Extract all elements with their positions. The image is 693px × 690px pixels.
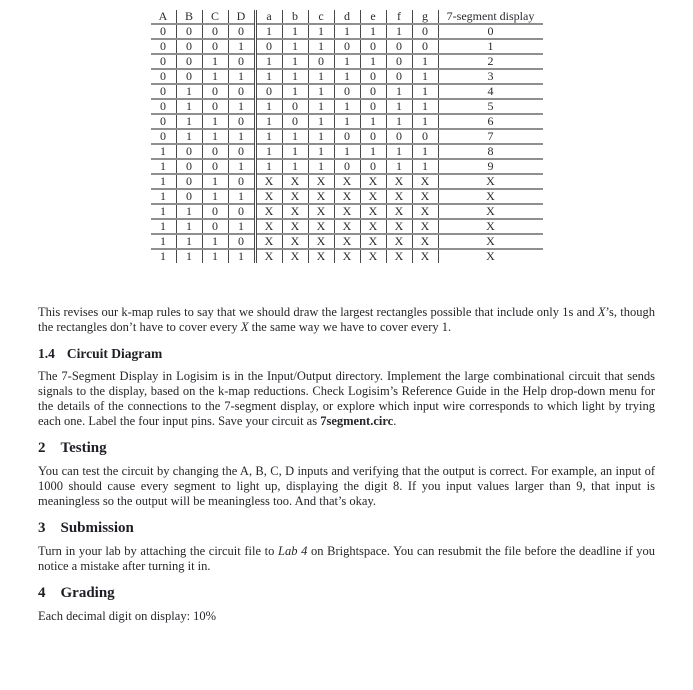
table-cell: 1 xyxy=(308,39,334,54)
table-cell: 0 xyxy=(151,99,177,114)
table-cell: 0 xyxy=(176,69,202,84)
table-cell: 1 xyxy=(412,84,438,99)
table-cell: X xyxy=(386,204,412,219)
column-header: D xyxy=(228,10,255,24)
table-cell: X xyxy=(255,249,282,263)
circuit-filename: 7segment.circ xyxy=(320,414,394,428)
table-cell: 1 xyxy=(412,144,438,159)
table-cell: 0 xyxy=(228,204,255,219)
seven-segment-truth-table xyxy=(151,10,543,263)
table-cell: 1 xyxy=(202,129,228,144)
table-cell: 4 xyxy=(438,84,543,99)
table-cell: 1 xyxy=(228,159,255,174)
table-cell: 0 xyxy=(255,84,282,99)
table-cell: 1 xyxy=(334,114,360,129)
table-row xyxy=(151,144,543,159)
column-header: c xyxy=(308,10,334,24)
table-cell: 0 xyxy=(386,129,412,144)
table-cell: X xyxy=(334,174,360,189)
subsection-title: Circuit Diagram xyxy=(66,346,163,361)
table-cell: 1 xyxy=(176,234,202,249)
table-cell: X xyxy=(412,234,438,249)
table-cell: 0 xyxy=(228,234,255,249)
table-cell: 1 xyxy=(412,69,438,84)
table-cell: 1 xyxy=(386,99,412,114)
table-row xyxy=(151,234,543,249)
section-number: 2 xyxy=(38,440,46,456)
table-cell: X xyxy=(255,234,282,249)
table-cell: 0 xyxy=(176,174,202,189)
table-cell: 0 xyxy=(412,39,438,54)
table-cell: 1 xyxy=(202,114,228,129)
table-cell: X xyxy=(255,189,282,204)
table-cell: 1 xyxy=(228,189,255,204)
table-cell: X xyxy=(360,249,386,263)
table-row xyxy=(151,204,543,219)
table-cell: X xyxy=(412,204,438,219)
table-cell: 1 xyxy=(386,84,412,99)
section-title: Submission xyxy=(60,520,134,536)
table-cell: 1 xyxy=(308,129,334,144)
table-cell: 0 xyxy=(360,84,386,99)
table-cell: 1 xyxy=(255,69,282,84)
table-cell: 1 xyxy=(360,144,386,159)
table-cell: 1 xyxy=(308,24,334,39)
table-cell: 0 xyxy=(176,144,202,159)
table-cell: 0 xyxy=(308,54,334,69)
section-title: Testing xyxy=(60,440,107,456)
table-cell: 1 xyxy=(282,24,308,39)
table-cell: 1 xyxy=(228,39,255,54)
table-cell: 0 xyxy=(151,69,177,84)
column-header: b xyxy=(282,10,308,24)
table-cell: 5 xyxy=(438,99,543,114)
table-cell: 7 xyxy=(438,129,543,144)
table-cell: X xyxy=(308,219,334,234)
table-cell: 1 xyxy=(255,54,282,69)
table-cell: 0 xyxy=(334,159,360,174)
table-row xyxy=(151,219,543,234)
table-cell: 1 xyxy=(255,129,282,144)
table-cell: 1 xyxy=(308,69,334,84)
table-cell: X xyxy=(438,234,543,249)
table-row xyxy=(151,84,543,99)
table-cell: 1 xyxy=(151,144,177,159)
table-cell: 1 xyxy=(151,174,177,189)
table-cell: 1 xyxy=(202,174,228,189)
table-cell: 1 xyxy=(176,84,202,99)
table-cell: 1 xyxy=(386,114,412,129)
table-row xyxy=(151,159,543,174)
table-cell: X xyxy=(255,219,282,234)
table-cell: X xyxy=(308,204,334,219)
table-cell: 1 xyxy=(412,99,438,114)
column-header: A xyxy=(151,10,177,24)
table-cell: 1 xyxy=(176,99,202,114)
table-cell: 1 xyxy=(228,129,255,144)
table-row xyxy=(151,39,543,54)
table-cell: X xyxy=(255,174,282,189)
table-cell: 0 xyxy=(202,204,228,219)
table-cell: 1 xyxy=(308,144,334,159)
table-cell: 0 xyxy=(282,114,308,129)
table-cell: 2 xyxy=(438,54,543,69)
table-cell: X xyxy=(438,219,543,234)
table-cell: 1 xyxy=(228,219,255,234)
table-cell: 1 xyxy=(202,69,228,84)
table-cell: 0 xyxy=(151,39,177,54)
submission-paragraph xyxy=(38,544,655,574)
table-cell: 0 xyxy=(151,84,177,99)
table-row xyxy=(151,174,543,189)
table-cell: X xyxy=(282,189,308,204)
table-cell: 1 xyxy=(176,129,202,144)
math-var-x: X xyxy=(597,305,606,319)
table-cell: 1 xyxy=(386,24,412,39)
table-cell: 1 xyxy=(282,84,308,99)
table-cell: X xyxy=(360,189,386,204)
table-cell: X xyxy=(412,249,438,263)
table-cell: 1 xyxy=(282,144,308,159)
table-cell: 0 xyxy=(334,84,360,99)
table-cell: 1 xyxy=(282,159,308,174)
intro-paragraph xyxy=(38,305,655,335)
table-cell: 0 xyxy=(386,39,412,54)
table-cell: X xyxy=(334,234,360,249)
table-cell: 1 xyxy=(202,189,228,204)
table-cell: X xyxy=(412,189,438,204)
table-row xyxy=(151,54,543,69)
circuit-text-2: . xyxy=(393,414,397,428)
table-cell: 1 xyxy=(412,114,438,129)
column-header: B xyxy=(176,10,202,24)
table-cell: 0 xyxy=(282,99,308,114)
table-cell: 0 xyxy=(202,159,228,174)
table-cell: 1 xyxy=(386,144,412,159)
section-title: Grading xyxy=(60,585,115,601)
table-cell: X xyxy=(360,234,386,249)
table-cell: 6 xyxy=(438,114,543,129)
table-cell: 1 xyxy=(151,189,177,204)
table-cell: 1 xyxy=(360,24,386,39)
table-cell: 1 xyxy=(151,159,177,174)
table-cell: X xyxy=(255,204,282,219)
table-cell: 1 xyxy=(151,219,177,234)
table-cell: X xyxy=(360,219,386,234)
table-cell: 1 xyxy=(334,69,360,84)
table-cell: 1 xyxy=(160,249,166,263)
truth-table-header-row xyxy=(151,10,543,24)
table-cell: 1 xyxy=(308,99,334,114)
table-cell: 0 xyxy=(228,84,255,99)
lab4-reference: Lab 4 xyxy=(278,544,308,558)
table-row xyxy=(151,249,543,263)
table-cell: 0 xyxy=(386,69,412,84)
table-row xyxy=(151,189,543,204)
column-header: g xyxy=(412,10,438,24)
table-cell: 1 xyxy=(386,159,412,174)
table-cell: 0 xyxy=(228,54,255,69)
table-cell: 0 xyxy=(386,54,412,69)
table-cell: 1 xyxy=(334,144,360,159)
table-cell: 0 xyxy=(202,99,228,114)
table-cell: 1 xyxy=(360,54,386,69)
table-cell: X xyxy=(438,174,543,189)
table-cell: X xyxy=(282,234,308,249)
circuit-diagram-paragraph xyxy=(38,369,655,429)
table-cell: 0 xyxy=(202,39,228,54)
grading-paragraph: Each decimal digit on display: 10% xyxy=(38,609,217,623)
table-cell: 0 xyxy=(412,129,438,144)
table-cell: 1 xyxy=(202,234,228,249)
table-cell: 1 xyxy=(412,159,438,174)
column-header: a xyxy=(255,10,282,24)
table-cell: 1 xyxy=(282,69,308,84)
table-cell: X xyxy=(386,219,412,234)
table-cell: X xyxy=(282,249,308,263)
table-cell: 1 xyxy=(308,84,334,99)
table-cell: 1 xyxy=(255,99,282,114)
truth-table-body xyxy=(151,24,543,263)
table-cell: 0 xyxy=(176,159,202,174)
column-header: C xyxy=(202,10,228,24)
table-cell: 0 xyxy=(412,24,438,39)
table-cell: 1 xyxy=(282,39,308,54)
table-row xyxy=(151,129,543,144)
table-cell: 0 xyxy=(360,99,386,114)
table-cell: 1 xyxy=(151,204,177,219)
table-cell: 0 xyxy=(176,54,202,69)
table-cell: 0 xyxy=(151,24,177,39)
table-cell: X xyxy=(334,204,360,219)
table-cell: X xyxy=(308,189,334,204)
submission-text-1: Turn in your lab by attaching the circuit file to xyxy=(38,544,278,558)
table-cell: 9 xyxy=(438,159,543,174)
table-cell: 0 xyxy=(228,174,255,189)
submission-text-2: on Brightspace. You can resubmit the file before the deadline if you notice a mistake after turning it in. xyxy=(38,544,656,573)
table-cell: 1 xyxy=(202,54,228,69)
table-cell: 0 xyxy=(334,39,360,54)
table-cell: X xyxy=(386,249,412,263)
column-header: 7-segment display xyxy=(438,10,543,24)
table-row xyxy=(151,24,543,39)
table-cell: 1 xyxy=(255,114,282,129)
table-cell: X xyxy=(308,234,334,249)
table-cell: X xyxy=(386,189,412,204)
table-cell: X xyxy=(282,219,308,234)
table-cell: 1 xyxy=(255,159,282,174)
section-number: 4 xyxy=(38,585,46,601)
table-cell: 1 xyxy=(334,54,360,69)
table-cell: X xyxy=(360,204,386,219)
column-header: e xyxy=(360,10,386,24)
table-cell: 1 xyxy=(412,54,438,69)
table-cell: 0 xyxy=(228,114,255,129)
table-cell: X xyxy=(308,249,334,263)
table-row xyxy=(151,69,543,84)
testing-paragraph: You can test the circuit by changing the A, B, C, D inputs and verifying that the output is correct. For example, an input of 1000 should cause every segment to light up, displaying the digit 8. If you input values larger than 9, that input is meaningless so the output will be meaningless too. And that’s okay. xyxy=(38,464,655,508)
table-cell: 0 xyxy=(202,144,228,159)
table-cell: 0 xyxy=(360,159,386,174)
intro-text-3: the same way we have to cover every 1. xyxy=(248,320,452,334)
table-cell: 1 xyxy=(282,54,308,69)
table-cell: X xyxy=(334,189,360,204)
table-cell: X xyxy=(334,249,360,263)
circuit-text-1: The 7-Segment Display in Logisim is in the Input/Output directory. Implement the large combinational circuit that sends signals to the display, based on the k-map reductions. Check Logisim’s Reference Guide in the Help drop-down menu for the details of the connections to the 7-segment display, or explore which input wire corresponds to which light by trying each one. Label the four input pins. Save your circuit as xyxy=(38,369,655,428)
table-cell: 1 xyxy=(334,99,360,114)
table-cell: 0 xyxy=(176,189,202,204)
section-number: 3 xyxy=(38,520,46,536)
table-cell: 0 xyxy=(151,54,177,69)
table-cell: X xyxy=(386,174,412,189)
table-cell: X xyxy=(334,219,360,234)
table-cell: 0 xyxy=(228,24,255,39)
table-cell: X xyxy=(360,174,386,189)
intro-text-2: ’s, though the rectangles don’t have to cover every xyxy=(38,305,655,334)
math-var-x: X xyxy=(240,320,249,334)
table-cell: 0 xyxy=(438,24,543,39)
table-cell: 0 xyxy=(360,129,386,144)
table-cell: 1 xyxy=(176,249,202,263)
table-cell: X xyxy=(386,234,412,249)
table-cell: 1 xyxy=(438,39,543,54)
document-body xyxy=(0,305,693,624)
heading-grading xyxy=(38,585,655,602)
table-cell: X xyxy=(438,249,543,263)
table-cell: 1 xyxy=(176,219,202,234)
table-cell: 1 xyxy=(228,99,255,114)
table-row xyxy=(151,99,543,114)
table-cell: 1 xyxy=(308,114,334,129)
table-cell: 1 xyxy=(151,234,177,249)
table-cell: X xyxy=(282,174,308,189)
table-cell: 1 xyxy=(334,24,360,39)
table-row xyxy=(151,114,543,129)
table-cell: 1 xyxy=(308,159,334,174)
table-cell: 1 xyxy=(176,204,202,219)
heading-circuit-diagram xyxy=(38,346,655,362)
intro-text-1: This revises our k-map rules to say that we should draw the largest rectangles possible that include only 1s and xyxy=(38,305,598,319)
table-cell: 0 xyxy=(334,129,360,144)
subsection-number: 1.4 xyxy=(38,346,55,361)
table-cell: 1 xyxy=(228,249,255,263)
table-cell: 0 xyxy=(151,129,177,144)
table-cell: 0 xyxy=(202,84,228,99)
table-cell: X xyxy=(438,189,543,204)
table-cell: X xyxy=(308,174,334,189)
table-cell: 0 xyxy=(255,39,282,54)
table-cell: 1 xyxy=(360,114,386,129)
table-cell: X xyxy=(412,219,438,234)
heading-submission xyxy=(38,520,655,537)
table-cell: X xyxy=(412,174,438,189)
table-cell: 1 xyxy=(282,129,308,144)
column-header: d xyxy=(334,10,360,24)
heading-testing xyxy=(38,440,655,457)
table-cell: 0 xyxy=(228,144,255,159)
column-header: f xyxy=(386,10,412,24)
table-cell: 0 xyxy=(360,69,386,84)
table-cell: 0 xyxy=(176,39,202,54)
table-cell: 0 xyxy=(176,24,202,39)
table-cell: 0 xyxy=(360,39,386,54)
table-cell: 3 xyxy=(438,69,543,84)
table-cell: 1 xyxy=(176,114,202,129)
table-cell: X xyxy=(282,204,308,219)
table-cell: 0 xyxy=(151,114,177,129)
table-cell: 0 xyxy=(202,219,228,234)
table-cell: X xyxy=(438,204,543,219)
table-cell: 1 xyxy=(228,69,255,84)
table-cell: 1 xyxy=(202,249,228,263)
table-cell: 0 xyxy=(202,24,228,39)
table-cell: 1 xyxy=(255,24,282,39)
table-cell: 8 xyxy=(438,144,543,159)
table-cell: 1 xyxy=(255,144,282,159)
